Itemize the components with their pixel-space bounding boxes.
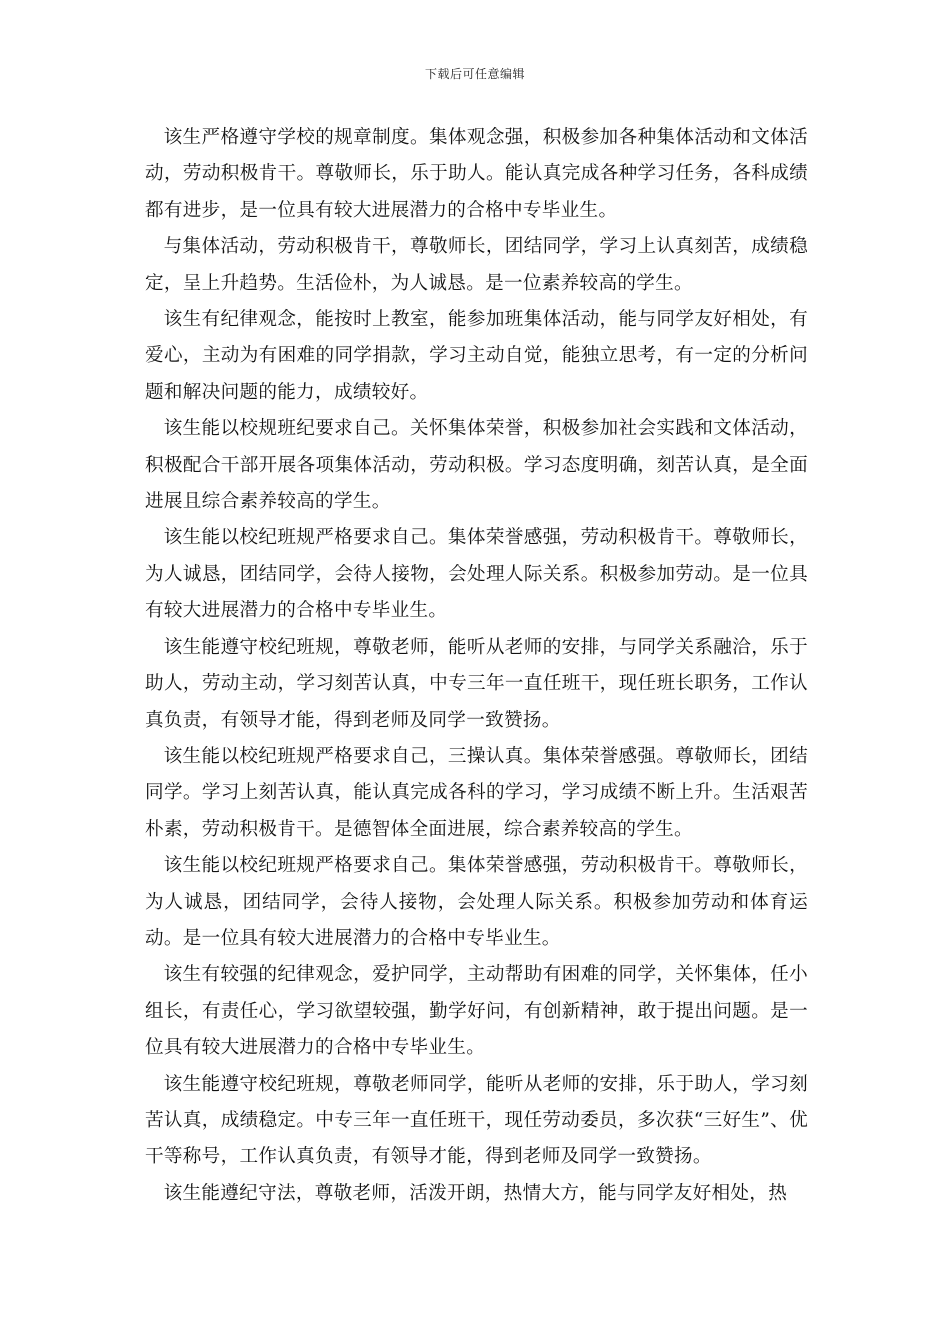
- paragraph-5: 该生能以校纪班规严格要求自己。集体荣誉感强，劳动积极肯干。尊敬师长，为人诚恳，团结同学，会待人接物，会处理人际关系。积极参加劳动。是一位具有较大进展潜力的合格中专毕业生。: [145, 527, 808, 622]
- paragraph-1: 该生严格遵守学校的规章制度。集体观念强，积极参加各种集体活动和文体活动，劳动积极肯干。尊敬师长，乐于助人。能认真完成各种学习任务，各科成绩都有进步，是一位具有较大进展潜力的合格中专毕业生。: [145, 127, 808, 221]
- paragraph-10: 该生能遵守校纪班规，尊敬老师同学，能听从老师的安排，乐于助人，学习刻苦认真，成绩稳定。中专三年一直任班干，现任劳动委员，多次获“三好生”、优干等称号，工作认真负责，有领导才能，得到老师及同学一致赞扬。: [145, 1073, 808, 1168]
- paragraph-11: 该生能遵纪守法，尊敬老师，活泼开朗，热情大方，能与同学友好相处，热: [163, 1182, 788, 1204]
- paragraph-6: 该生能遵守校纪班规，尊敬老师，能听从老师的安排，与同学关系融洽，乐于助人，劳动主动，学习刻苦认真，中专三年一直任班干，现任班长职务，工作认真负责，有领导才能，得到老师及同学一致赞扬。: [145, 636, 808, 731]
- paragraph-9: 该生有较强的纪律观念，爱护同学，主动帮助有困难的同学，关怀集体，任小组长，有责任心，学习欲望较强，勤学好问，有创新精神，敢于提出问题。是一位具有较大进展潜力的合格中专毕业生。: [145, 964, 808, 1059]
- paragraph-8: 该生能以校纪班规严格要求自己。集体荣誉感强，劳动积极肯干。尊敬师长，为人诚恳，团结同学，会待人接物，会处理人际关系。积极参加劳动和体育运动。是一位具有较大进展潜力的合格中专毕业生。: [145, 855, 808, 949]
- paragraph-2: 与集体活动，劳动积极肯干，尊敬师长，团结同学，学习上认真刻苦，成绩稳定，呈上升趋势。生活俭朴，为人诚恳。是一位素养较高的学生。: [145, 236, 808, 294]
- paragraph-3: 该生有纪律观念，能按时上教室，能参加班集体活动，能与同学友好相处，有爱心，主动为有困难的同学捐款，学习主动自觉，能独立思考，有一定的分析问题和解决问题的能力，成绩较好。: [145, 309, 808, 403]
- paragraph-4: 该生能以校规班纪要求自己。关怀集体荣誉，积极参加社会实践和文体活动，积极配合干部开展各项集体活动，劳动积极。学习态度明确，刻苦认真，是全面进展且综合素养较高的学生。: [145, 418, 808, 513]
- paragraph-7: 该生能以校纪班规严格要求自己，三操认真。集体荣誉感强。尊敬师长，团结同学。学习上刻苦认真，能认真完成各科的学习，学习成绩不断上升。生活艰苦朴素，劳动积极肯干。是德智体全面进展，综合素养较高的学生。: [145, 745, 808, 840]
- header-note: 下载后可任意编辑: [424, 67, 525, 81]
- document-body: [145, 120, 808, 1212]
